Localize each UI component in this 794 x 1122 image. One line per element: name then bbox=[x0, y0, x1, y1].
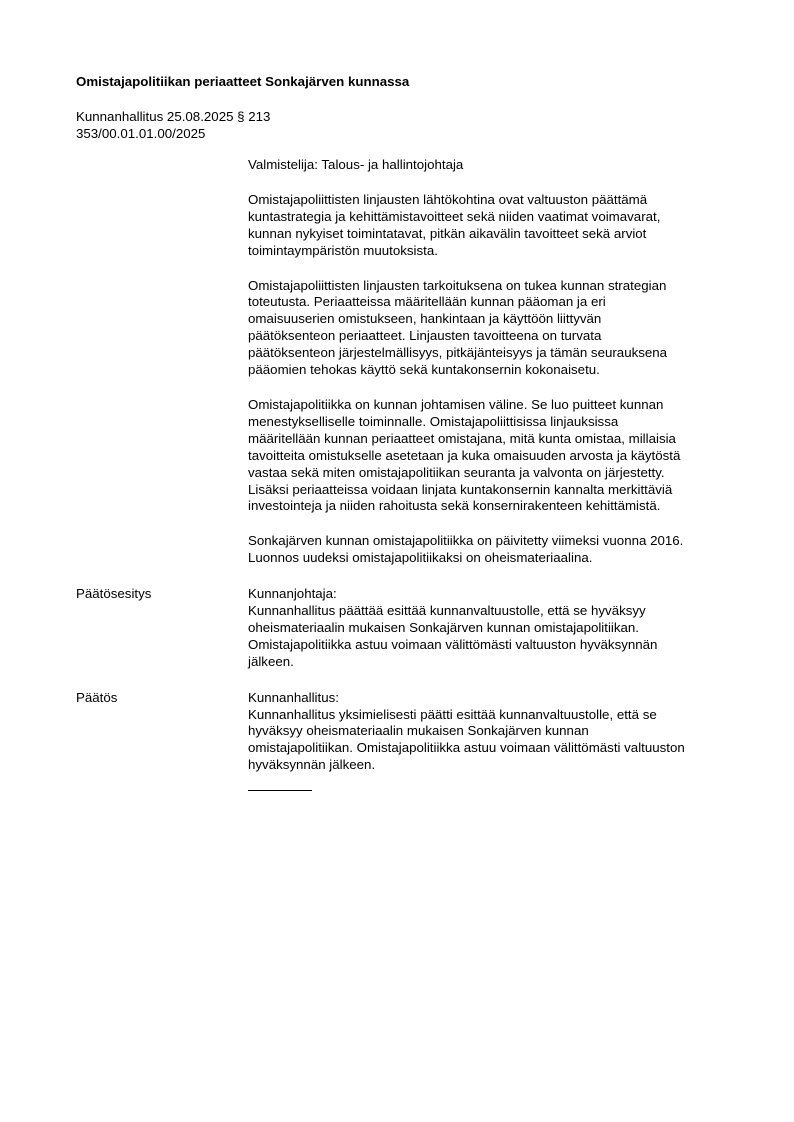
text-line: omistajapolitiikan. Omistajapolitiikka astuu voimaan välittömästi valtuuston bbox=[248, 740, 685, 756]
text-line: päätöksenteon periaatteet. Linjausten tavoitteena on turvata bbox=[248, 328, 602, 344]
text-line: vastaa sekä miten omistajapolitiikan seuranta ja valvonta on järjestetty. bbox=[248, 464, 665, 480]
meeting-info bbox=[76, 109, 736, 143]
text-line: Kunnanhallitus yksimielisesti päätti esittää kunnanvaltuustolle, että se bbox=[248, 706, 657, 722]
text-line: omaisuuserien omistukseen, hankintaan ja käyttöön liittyvän bbox=[248, 311, 602, 327]
text-line: tavoitteita omistukselle asetetaan ja kuka omaisuuden arvosta ja käytöstä bbox=[248, 447, 681, 463]
text-line: Sonkajärven kunnan omistajapolitiikka on päivitetty viimeksi vuonna 2016. bbox=[248, 533, 684, 549]
text-line: oheismateriaalin mukaisen Sonkajärven kunnan omistajapolitiikan. bbox=[248, 619, 639, 635]
proposal-body bbox=[248, 586, 736, 671]
text-line: kunnan nykyiset toimintatavat, pitkän aikavälin tavoitteet sekä arviot bbox=[248, 225, 647, 241]
document-title: Omistajapolitiikan periaatteet Sonkajärven kunnassa bbox=[76, 74, 410, 89]
text-line: investointeja ja niiden rahoitusta sekä konsernirakenteen kehittämistä. bbox=[248, 498, 661, 514]
text-line: Omistajapolitiikka astuu voimaan välittömästi valtuuston hyväksynnän bbox=[248, 636, 658, 652]
text-line: hyväksyy oheismateriaalin mukaisen Sonkajärven kunnan bbox=[248, 723, 589, 739]
decision-body bbox=[248, 690, 736, 792]
text-line: Omistajapolitiikka on kunnan johtamisen väline. Se luo puitteet kunnan bbox=[248, 396, 664, 412]
text-line: Luonnos uudeksi omistajapolitiikaksi on oheismateriaalina. bbox=[248, 550, 593, 566]
record-number: 353/00.01.01.00/2025 bbox=[76, 126, 206, 141]
text-line: Omistajapoliittisten linjausten lähtökohtina ovat valtuuston päättämä bbox=[248, 191, 648, 207]
text-line: pääomien tehokas käyttö sekä kuntakonsernin kokonaisetu. bbox=[248, 362, 600, 378]
text-line: Omistajapoliittisten linjausten tarkoituksena on tukea kunnan strategian bbox=[248, 277, 667, 293]
paragraph bbox=[248, 533, 736, 567]
document-page bbox=[76, 74, 736, 791]
decision-label: Päätös bbox=[76, 689, 118, 705]
proposal-section bbox=[76, 586, 736, 671]
text-line: hyväksynnän jälkeen. bbox=[248, 757, 376, 773]
text-line: Kunnanhallitus päättää esittää kunnanvaltuustolle, että se hyväksyy bbox=[248, 603, 646, 619]
text-line: päätöksenteon järjestelmällisyys, pitkäjänteisyys ja tämän seurauksena bbox=[248, 345, 668, 361]
text-line: kuntastrategia ja kehittämistavoitteet sekä niiden vaatimat voimavarat, bbox=[248, 208, 661, 224]
meeting-reference: Kunnanhallitus 25.08.2025 § 213 bbox=[76, 109, 271, 124]
paragraph bbox=[248, 397, 736, 515]
decision-section bbox=[76, 690, 736, 792]
preparer: Valmistelija: Talous- ja hallintojohtaja bbox=[248, 157, 464, 172]
preparer-row bbox=[76, 157, 736, 174]
signature-rule bbox=[248, 790, 312, 791]
decision-speaker: Kunnanhallitus: bbox=[248, 689, 339, 705]
background-section bbox=[76, 192, 736, 567]
background-paragraphs bbox=[248, 192, 736, 567]
text-line: jälkeen. bbox=[248, 653, 294, 669]
proposal-speaker: Kunnanjohtaja: bbox=[248, 586, 337, 602]
text-line: määritellään kunnan periaatteet omistajana, mitä kunta omistaa, millaisia bbox=[248, 430, 676, 446]
text-line: menestykselliselle toiminnalle. Omistajapoliittisissa linjauksissa bbox=[248, 413, 619, 429]
proposal-label: Päätösesitys bbox=[76, 586, 152, 602]
text-line: toimintaympäristön muutoksista. bbox=[248, 242, 438, 258]
text-line: toteutusta. Periaatteissa määritellään kunnan pääoman ja eri bbox=[248, 294, 606, 310]
paragraph bbox=[248, 278, 736, 379]
text-line: Lisäksi periaatteissa voidaan linjata kuntakonsernin kannalta merkittäviä bbox=[248, 481, 673, 497]
paragraph bbox=[248, 192, 736, 260]
